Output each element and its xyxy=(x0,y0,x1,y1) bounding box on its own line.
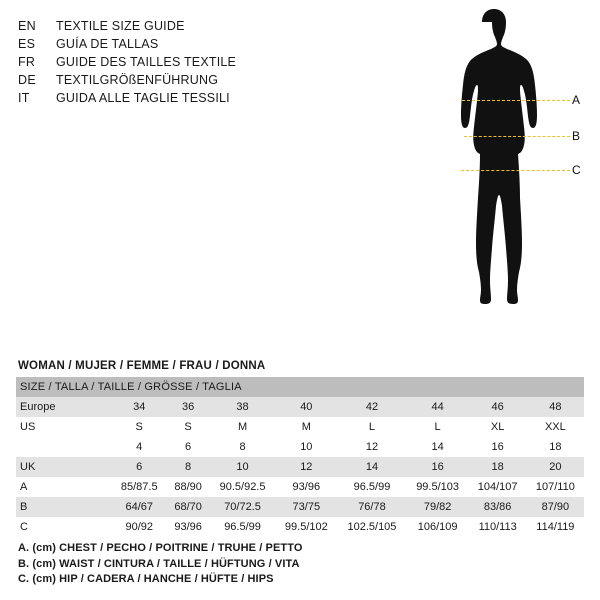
language-code: FR xyxy=(18,55,36,69)
size-table-zone xyxy=(16,358,584,537)
hip-measure-label: C xyxy=(572,163,581,177)
table-row xyxy=(16,477,584,497)
cell: 99.5/102 xyxy=(275,517,337,537)
row-label: US xyxy=(16,417,112,437)
cell: 38 xyxy=(210,397,276,417)
cell: 114/119 xyxy=(527,517,584,537)
language-title-block xyxy=(18,17,348,107)
cell: 46 xyxy=(469,397,527,417)
chest-measure-label: A xyxy=(572,93,581,107)
cell: M xyxy=(275,417,337,437)
hip-measure-line xyxy=(461,170,570,171)
waist-measure-line xyxy=(464,136,570,137)
cell: 8 xyxy=(166,457,209,477)
table-row xyxy=(16,517,584,537)
cell: 96.5/99 xyxy=(337,477,406,497)
language-code: ES xyxy=(18,37,36,51)
cell: 14 xyxy=(337,457,406,477)
cell: 40 xyxy=(275,397,337,417)
cell: 14 xyxy=(407,437,469,457)
cell: 18 xyxy=(527,437,584,457)
cell: 104/107 xyxy=(469,477,527,497)
legend-line-a: A. (cm) CHEST / PECHO / POITRINE / TRUHE / PETTO xyxy=(18,542,303,554)
row-label: Europe xyxy=(16,397,112,417)
language-code: IT xyxy=(18,91,30,105)
table-section-title: WOMAN / MUJER / FEMME / FRAU / DONNA xyxy=(18,360,266,372)
table-row xyxy=(16,417,584,437)
cell: 106/109 xyxy=(407,517,469,537)
cell: 93/96 xyxy=(275,477,337,497)
cell: L xyxy=(337,417,406,437)
body-figure xyxy=(420,8,590,368)
cell: 10 xyxy=(275,437,337,457)
cell: 64/67 xyxy=(112,497,166,517)
measurement-legend xyxy=(18,541,578,588)
language-title: GUIDE DES TAILLES TEXTILE xyxy=(56,55,237,69)
cell: 36 xyxy=(166,397,209,417)
cell: 12 xyxy=(275,457,337,477)
cell: S xyxy=(166,417,209,437)
language-row xyxy=(18,89,348,107)
table-row xyxy=(16,457,584,477)
table-header-row xyxy=(16,377,584,397)
cell: 90/92 xyxy=(112,517,166,537)
language-row xyxy=(18,71,348,89)
cell: 6 xyxy=(166,437,209,457)
language-code: EN xyxy=(18,19,36,33)
cell: 83/86 xyxy=(469,497,527,517)
cell: XL xyxy=(469,417,527,437)
cell: 18 xyxy=(469,457,527,477)
language-title: TEXTILGRÖßENFÜHRUNG xyxy=(56,73,219,87)
row-label: C xyxy=(16,517,112,537)
language-code: DE xyxy=(18,73,36,87)
cell: 4 xyxy=(112,437,166,457)
row-label: B xyxy=(16,497,112,517)
table-header-label: SIZE / TALLA / TAILLE / GRÖSSE / TAGLIA xyxy=(16,377,584,397)
table-row xyxy=(16,497,584,517)
cell: 16 xyxy=(469,437,527,457)
legend-line-c: C. (cm) HIP / CADERA / HANCHE / HÜFTE / HIPS xyxy=(18,573,274,585)
cell: 79/82 xyxy=(407,497,469,517)
cell: S xyxy=(112,417,166,437)
cell: 48 xyxy=(527,397,584,417)
cell: 99.5/103 xyxy=(407,477,469,497)
cell: 110/113 xyxy=(469,517,527,537)
cell: 73/75 xyxy=(275,497,337,517)
cell: 107/110 xyxy=(527,477,584,497)
cell: 16 xyxy=(407,457,469,477)
cell: 93/96 xyxy=(166,517,209,537)
cell: 96.5/99 xyxy=(210,517,276,537)
waist-measure-label: B xyxy=(572,129,581,143)
cell: M xyxy=(210,417,276,437)
cell: 88/90 xyxy=(166,477,209,497)
cell: 68/70 xyxy=(166,497,209,517)
language-title: GUIDA ALLE TAGLIE TESSILI xyxy=(56,91,230,105)
cell: 12 xyxy=(337,437,406,457)
cell: 34 xyxy=(112,397,166,417)
cell: 44 xyxy=(407,397,469,417)
table-row xyxy=(16,397,584,417)
language-row xyxy=(18,17,348,35)
size-table xyxy=(16,377,584,537)
row-label: UK xyxy=(16,457,112,477)
cell: XXL xyxy=(527,417,584,437)
cell: 20 xyxy=(527,457,584,477)
language-title: TEXTILE SIZE GUIDE xyxy=(56,19,185,33)
cell: 42 xyxy=(337,397,406,417)
cell: 102.5/105 xyxy=(337,517,406,537)
language-row xyxy=(18,35,348,53)
cell: L xyxy=(407,417,469,437)
cell: 76/78 xyxy=(337,497,406,517)
cell: 8 xyxy=(210,437,276,457)
row-label: A xyxy=(16,477,112,497)
language-row xyxy=(18,53,348,71)
cell: 87/90 xyxy=(527,497,584,517)
cell: 6 xyxy=(112,457,166,477)
chest-measure-line xyxy=(462,100,570,101)
language-title: GUÍA DE TALLAS xyxy=(56,37,159,51)
cell: 90.5/92.5 xyxy=(210,477,276,497)
cell: 10 xyxy=(210,457,276,477)
female-silhouette-icon xyxy=(420,8,590,368)
legend-line-b: B. (cm) WAIST / CINTURA / TAILLE / HÜFTUNG / VITA xyxy=(18,557,300,570)
row-label xyxy=(16,437,112,457)
cell: 85/87.5 xyxy=(112,477,166,497)
table-row xyxy=(16,437,584,457)
cell: 70/72.5 xyxy=(210,497,276,517)
